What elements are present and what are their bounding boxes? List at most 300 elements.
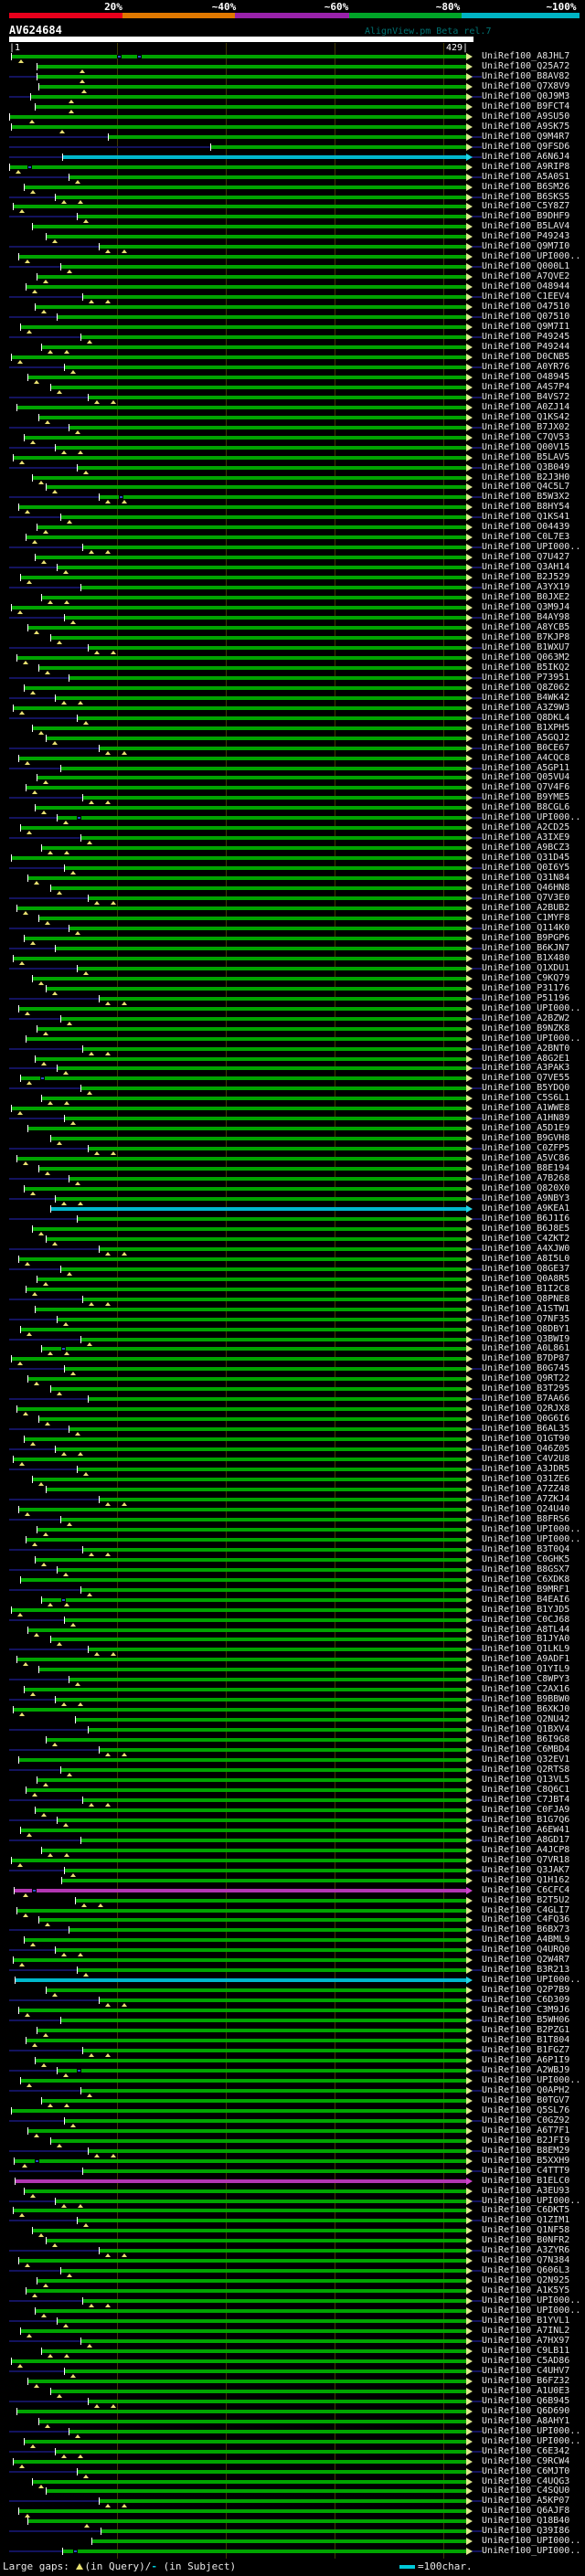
hit-label[interactable]: UniRef100_UPI000.. xyxy=(482,1523,581,1534)
hit-bar[interactable] xyxy=(32,225,466,228)
hit-bar[interactable] xyxy=(32,476,466,480)
hit-label[interactable]: UniRef100_B5W3X2 xyxy=(482,492,570,503)
hit-bar[interactable] xyxy=(80,2089,466,2093)
hit-label[interactable]: UniRef100_B1ELC0 xyxy=(482,2175,570,2186)
hit-bar[interactable] xyxy=(35,105,466,109)
hit-bar[interactable] xyxy=(77,2219,466,2222)
hit-bar[interactable] xyxy=(24,1187,466,1191)
hit-label[interactable]: UniRef100_B2T5U2 xyxy=(482,1894,570,1905)
hit-label[interactable]: UniRef100_C6XDK8 xyxy=(482,1574,570,1585)
hit-label[interactable]: UniRef100_B8GSX7 xyxy=(482,1564,570,1574)
hit-bar[interactable] xyxy=(27,1628,466,1632)
hit-bar[interactable] xyxy=(61,1879,466,1882)
hit-bar[interactable] xyxy=(13,1458,466,1461)
hit-label[interactable]: UniRef100_C0GZ92 xyxy=(482,2115,570,2125)
hit-label[interactable]: UniRef100_Q13VL5 xyxy=(482,1774,570,1785)
hit-label[interactable]: UniRef100_A3ZYR6 xyxy=(482,2245,570,2256)
hit-bar[interactable] xyxy=(41,596,466,599)
hit-label[interactable]: UniRef100_C0L7E3 xyxy=(482,532,570,543)
hit-bar[interactable] xyxy=(11,606,466,610)
hit-bar[interactable] xyxy=(38,1918,466,1922)
hit-bar[interactable] xyxy=(88,396,466,399)
hit-bar[interactable] xyxy=(50,1207,466,1211)
hit-bar[interactable] xyxy=(57,1066,466,1070)
hit-bar[interactable] xyxy=(26,786,466,790)
hit-label[interactable]: UniRef100_Q46Z05 xyxy=(482,1444,570,1455)
hit-label[interactable]: UniRef100_Q4URQ0 xyxy=(482,1945,570,1956)
hit-label[interactable]: UniRef100_A4S7P4 xyxy=(482,381,570,392)
hit-label[interactable]: UniRef100_A3YX19 xyxy=(482,582,570,593)
hit-label[interactable]: UniRef100_Q8DKL4 xyxy=(482,712,570,723)
hit-label[interactable]: UniRef100_A6T7F1 xyxy=(482,2125,570,2136)
hit-label[interactable]: UniRef100_B3T0Q4 xyxy=(482,1543,570,1554)
hit-label[interactable]: UniRef100_Q8Z062 xyxy=(482,682,570,693)
hit-bar[interactable] xyxy=(16,656,466,660)
hit-bar[interactable] xyxy=(99,1498,466,1501)
hit-bar[interactable] xyxy=(69,1928,466,1932)
hit-bar[interactable] xyxy=(13,205,466,208)
hit-label[interactable]: UniRef100_Q8GE37 xyxy=(482,1263,570,1274)
hit-bar[interactable] xyxy=(64,366,466,369)
hit-label[interactable]: UniRef100_Q1YIL9 xyxy=(482,1664,570,1675)
hit-label[interactable]: UniRef100_O47510 xyxy=(482,302,570,313)
hit-bar[interactable] xyxy=(80,1839,466,1842)
hit-bar[interactable] xyxy=(41,1849,466,1852)
hit-label[interactable]: UniRef100_UPI000.. xyxy=(482,2425,581,2436)
hit-label[interactable]: UniRef100_Q8PNE8 xyxy=(482,1293,570,1304)
hit-label[interactable]: UniRef100_Q6D690 xyxy=(482,2405,570,2416)
hit-label[interactable]: UniRef100_Q07510 xyxy=(482,312,570,323)
hit-label[interactable]: UniRef100_Q1NF58 xyxy=(482,2225,570,2236)
hit-bar[interactable] xyxy=(41,2349,466,2353)
hit-bar[interactable] xyxy=(32,2229,466,2232)
hit-label[interactable]: UniRef100_Q31D45 xyxy=(482,853,570,864)
hit-label[interactable]: UniRef100_C8WPY3 xyxy=(482,1674,570,1685)
hit-label[interactable]: UniRef100_C0GHK5 xyxy=(482,1553,570,1564)
hit-label[interactable]: UniRef100_Q7VE55 xyxy=(482,1073,570,1084)
hit-label[interactable]: UniRef100_P49244 xyxy=(482,341,570,352)
hit-label[interactable]: UniRef100_Q1KS41 xyxy=(482,512,570,523)
hit-bar[interactable] xyxy=(46,2489,466,2493)
hit-bar[interactable] xyxy=(37,2029,466,2032)
hit-label[interactable]: UniRef100_C4UQG3 xyxy=(482,2475,570,2486)
hit-bar[interactable] xyxy=(30,95,466,99)
hit-bar[interactable] xyxy=(20,325,466,329)
hit-label[interactable]: UniRef100_C6MJT0 xyxy=(482,2465,570,2476)
hit-bar[interactable] xyxy=(82,2169,466,2173)
hit-bar[interactable] xyxy=(60,1518,466,1521)
hit-bar[interactable] xyxy=(18,1758,466,1762)
hit-label[interactable]: UniRef100_C4ZKT2 xyxy=(482,1233,570,1244)
hit-label[interactable]: UniRef100_Q2N925 xyxy=(482,2275,570,2286)
hit-bar[interactable] xyxy=(46,485,466,489)
hit-label[interactable]: UniRef100_B1I2C8 xyxy=(482,1283,570,1294)
hit-label[interactable]: UniRef100_Q3M9J4 xyxy=(482,602,570,613)
hit-bar[interactable] xyxy=(11,1357,466,1361)
hit-label[interactable]: UniRef100_A6EW41 xyxy=(482,1824,570,1835)
hit-label[interactable]: UniRef100_A7INL2 xyxy=(482,2326,570,2337)
hit-label[interactable]: UniRef100_C6D309 xyxy=(482,1995,570,2006)
hit-label[interactable]: UniRef100_Q3JAK7 xyxy=(482,1864,570,1875)
hit-bar[interactable] xyxy=(60,2019,466,2022)
hit-label[interactable]: UniRef100_Q1ZIM1 xyxy=(482,2215,570,2226)
hit-label[interactable]: UniRef100_A4JCP8 xyxy=(482,1844,570,1855)
hit-bar[interactable] xyxy=(60,515,466,519)
hit-bar[interactable] xyxy=(99,997,466,1001)
hit-label[interactable]: UniRef100_A5A0S1 xyxy=(482,171,570,182)
hit-label[interactable]: UniRef100_Q000L1 xyxy=(482,261,570,272)
hit-label[interactable]: UniRef100_UPI000.. xyxy=(482,2195,581,2206)
hit-label[interactable]: UniRef100_Q606L3 xyxy=(482,2265,570,2276)
hit-label[interactable]: UniRef100_Q00V15 xyxy=(482,441,570,452)
hit-bar[interactable] xyxy=(27,2380,466,2383)
hit-bar[interactable] xyxy=(77,215,466,218)
hit-label[interactable]: UniRef100_A4XJW0 xyxy=(482,1243,570,1254)
hit-label[interactable]: UniRef100_B1XPH5 xyxy=(482,722,570,733)
hit-label[interactable]: UniRef100_B2J529 xyxy=(482,572,570,583)
hit-bar[interactable] xyxy=(35,1808,466,1812)
hit-bar[interactable] xyxy=(55,1948,466,1952)
hit-bar[interactable] xyxy=(37,1528,466,1532)
hit-bar[interactable] xyxy=(80,2339,466,2343)
hit-label[interactable]: UniRef100_A7ZZ48 xyxy=(482,1483,570,1494)
hit-bar[interactable] xyxy=(46,737,466,740)
hit-label[interactable]: UniRef100_B5LAV5 xyxy=(482,451,570,462)
hit-bar[interactable] xyxy=(13,2209,466,2212)
hit-bar[interactable] xyxy=(64,1367,466,1371)
hit-bar[interactable] xyxy=(64,1869,466,1872)
hit-bar[interactable] xyxy=(18,1257,466,1261)
hit-label[interactable]: UniRef100_Q2P7B9 xyxy=(482,1985,570,1996)
hit-bar[interactable] xyxy=(20,1829,466,1832)
hit-label[interactable]: UniRef100_B2PZG1 xyxy=(482,2025,570,2036)
hit-bar[interactable] xyxy=(69,1427,466,1431)
hit-bar[interactable] xyxy=(99,747,466,750)
hit-label[interactable]: UniRef100_B9MRF1 xyxy=(482,1584,570,1595)
hit-label[interactable]: UniRef100_UPI000.. xyxy=(482,2435,581,2446)
hit-bar[interactable] xyxy=(24,937,466,940)
hit-label[interactable]: UniRef100_Q063M2 xyxy=(482,652,570,663)
hit-label[interactable]: UniRef100_B8AV82 xyxy=(482,70,570,81)
hit-bar[interactable] xyxy=(75,1718,466,1722)
hit-bar[interactable] xyxy=(55,2200,466,2203)
hit-bar[interactable] xyxy=(88,1147,466,1150)
hit-bar[interactable] xyxy=(60,1017,466,1021)
hit-label[interactable]: UniRef100_B6SM26 xyxy=(482,181,570,192)
hit-label[interactable]: UniRef100_Q7NF35 xyxy=(482,1313,570,1324)
hit-label[interactable]: UniRef100_B0NFR2 xyxy=(482,2235,570,2246)
hit-bar[interactable] xyxy=(35,1057,466,1061)
hit-label[interactable]: UniRef100_B5YDQ0 xyxy=(482,1083,570,1094)
hit-bar[interactable] xyxy=(35,1558,466,1562)
hit-bar[interactable] xyxy=(26,1037,466,1041)
hit-bar[interactable] xyxy=(11,856,466,860)
hit-label[interactable]: UniRef100_B7AA66 xyxy=(482,1394,570,1405)
hit-bar[interactable] xyxy=(99,1247,466,1251)
hit-label[interactable]: UniRef100_A0YR76 xyxy=(482,361,570,372)
hit-bar[interactable] xyxy=(82,295,466,299)
hit-bar[interactable] xyxy=(16,1658,466,1661)
hit-label[interactable]: UniRef100_Q0J9M3 xyxy=(482,90,570,101)
hit-label[interactable]: UniRef100_Q2RTS8 xyxy=(482,1765,570,1775)
hit-label[interactable]: UniRef100_A8TL44 xyxy=(482,1624,570,1635)
hit-label[interactable]: UniRef100_Q0A8R5 xyxy=(482,1273,570,1284)
hit-bar[interactable] xyxy=(69,426,466,429)
hit-bar[interactable] xyxy=(27,1377,466,1381)
hit-label[interactable]: UniRef100_A7QVE2 xyxy=(482,271,570,282)
hit-bar[interactable] xyxy=(80,1338,466,1341)
hit-label[interactable]: UniRef100_B1G7Q6 xyxy=(482,1814,570,1825)
hit-label[interactable]: UniRef100_UPI000.. xyxy=(482,2306,581,2316)
hit-label[interactable]: UniRef100_C6DKT5 xyxy=(482,2205,570,2216)
hit-bar[interactable] xyxy=(20,1578,466,1582)
hit-bar[interactable] xyxy=(46,235,466,239)
hit-label[interactable]: UniRef100_B8HY54 xyxy=(482,502,570,513)
hit-label[interactable]: UniRef100_Q7N384 xyxy=(482,2255,570,2266)
hit-label[interactable]: UniRef100_A6P1I9 xyxy=(482,2055,570,2065)
hit-label[interactable]: UniRef100_A4BML9 xyxy=(482,1935,570,1945)
hit-label[interactable]: UniRef100_D0CNB5 xyxy=(482,351,570,362)
hit-label[interactable]: UniRef100_C7QV53 xyxy=(482,431,570,442)
hit-bar[interactable] xyxy=(37,776,466,779)
hit-label[interactable]: UniRef100_Q18B40 xyxy=(482,2516,570,2527)
hit-bar[interactable] xyxy=(80,586,466,589)
hit-label[interactable]: UniRef100_C5AD86 xyxy=(482,2355,570,2366)
hit-bar[interactable] xyxy=(37,1277,466,1281)
hit-bar[interactable] xyxy=(50,2390,466,2393)
hit-bar[interactable] xyxy=(20,1076,466,1080)
hit-bar[interactable] xyxy=(18,1508,466,1511)
hit-bar[interactable] xyxy=(60,1768,466,1772)
hit-label[interactable]: UniRef100_B9BBW0 xyxy=(482,1694,570,1705)
hit-bar[interactable] xyxy=(9,165,466,169)
hit-bar[interactable] xyxy=(41,345,466,349)
hit-label[interactable]: UniRef100_Q2RJX8 xyxy=(482,1404,570,1415)
hit-bar[interactable] xyxy=(69,175,466,179)
hit-bar[interactable] xyxy=(88,1397,466,1401)
hit-bar[interactable] xyxy=(38,1167,466,1171)
hit-bar[interactable] xyxy=(26,535,466,539)
hit-bar[interactable] xyxy=(35,806,466,810)
hit-bar[interactable] xyxy=(77,716,466,720)
hit-bar[interactable] xyxy=(38,1417,466,1421)
hit-label[interactable]: UniRef100_B4VS72 xyxy=(482,391,570,402)
hit-label[interactable]: UniRef100_B6I9G8 xyxy=(482,1734,570,1745)
hit-label[interactable]: UniRef100_B4WK42 xyxy=(482,692,570,703)
hit-bar[interactable] xyxy=(69,1678,466,1681)
hit-bar[interactable] xyxy=(24,1437,466,1441)
hit-bar[interactable] xyxy=(77,1217,466,1221)
hit-bar[interactable] xyxy=(32,977,466,981)
hit-label[interactable]: UniRef100_A9BCZ3 xyxy=(482,843,570,853)
hit-bar[interactable] xyxy=(46,987,466,991)
hit-label[interactable]: UniRef100_B6BX73 xyxy=(482,1924,570,1935)
hit-label[interactable]: UniRef100_B4EAI6 xyxy=(482,1594,570,1605)
hit-label[interactable]: UniRef100_Q1BXV4 xyxy=(482,1724,570,1735)
hit-label[interactable]: UniRef100_Q46HN8 xyxy=(482,883,570,894)
hit-bar[interactable] xyxy=(41,1097,466,1100)
hit-bar[interactable] xyxy=(88,646,466,650)
hit-label[interactable]: UniRef100_B1FGZ7 xyxy=(482,2045,570,2056)
hit-label[interactable]: UniRef100_A7B268 xyxy=(482,1173,570,1184)
hit-label[interactable]: UniRef100_A3IXE9 xyxy=(482,832,570,843)
hit-label[interactable]: UniRef100_A1STW1 xyxy=(482,1303,570,1314)
hit-label[interactable]: UniRef100_A8YCB5 xyxy=(482,622,570,632)
hit-label[interactable]: UniRef100_A9RIP8 xyxy=(482,161,570,172)
hit-bar[interactable] xyxy=(50,636,466,640)
hit-bar[interactable] xyxy=(55,2450,466,2454)
hit-label[interactable]: UniRef100_Q3AH14 xyxy=(482,562,570,573)
hit-bar[interactable] xyxy=(46,1237,466,1241)
hit-label[interactable]: UniRef100_B9YME5 xyxy=(482,792,570,803)
hit-bar[interactable] xyxy=(24,186,466,189)
hit-label[interactable]: UniRef100_B0TGV7 xyxy=(482,2094,570,2105)
hit-label[interactable]: UniRef100_C4FQ36 xyxy=(482,1914,570,1925)
hit-bar[interactable] xyxy=(20,576,466,579)
hit-label[interactable]: UniRef100_Q0G6I6 xyxy=(482,1414,570,1425)
hit-bar[interactable] xyxy=(62,155,466,159)
hit-label[interactable]: UniRef100_P73951 xyxy=(482,672,570,683)
hit-label[interactable]: UniRef100_C5Y8Z7 xyxy=(482,201,570,212)
hit-bar[interactable] xyxy=(77,967,466,970)
hit-bar[interactable] xyxy=(13,1708,466,1712)
hit-bar[interactable] xyxy=(50,1387,466,1391)
hit-bar[interactable] xyxy=(26,285,466,289)
hit-label[interactable]: UniRef100_A9ADF1 xyxy=(482,1654,570,1665)
hit-bar[interactable] xyxy=(50,386,466,389)
hit-label[interactable]: UniRef100_Q24U40 xyxy=(482,1503,570,1514)
hit-bar[interactable] xyxy=(64,616,466,620)
hit-label[interactable]: UniRef100_C4SQU0 xyxy=(482,2486,570,2496)
hit-bar[interactable] xyxy=(80,1588,466,1592)
hit-bar[interactable] xyxy=(32,1227,466,1231)
hit-bar[interactable] xyxy=(35,1308,466,1311)
hit-label[interactable]: UniRef100_C6E342 xyxy=(482,2445,570,2456)
hit-label[interactable]: UniRef100_B5LAV4 xyxy=(482,221,570,232)
hit-bar[interactable] xyxy=(13,957,466,960)
hit-label[interactable]: UniRef100_C0CJ68 xyxy=(482,1614,570,1625)
hit-label[interactable]: UniRef100_B6AL35 xyxy=(482,1424,570,1435)
hit-label[interactable]: UniRef100_A8I5L0 xyxy=(482,1253,570,1264)
hit-bar[interactable] xyxy=(64,1117,466,1120)
hit-bar[interactable] xyxy=(55,196,466,199)
hit-bar[interactable] xyxy=(16,1909,466,1913)
hit-label[interactable]: UniRef100_B5WH06 xyxy=(482,2015,570,2026)
hit-bar[interactable] xyxy=(60,265,466,269)
hit-bar[interactable] xyxy=(55,1698,466,1701)
hit-label[interactable]: UniRef100_C4UHV7 xyxy=(482,2365,570,2376)
hit-label[interactable]: UniRef100_C9RCW4 xyxy=(482,2455,570,2466)
hit-label[interactable]: UniRef100_A9NBY3 xyxy=(482,1193,570,1203)
hit-label[interactable]: UniRef100_Q9RT22 xyxy=(482,1373,570,1384)
hit-bar[interactable] xyxy=(57,2069,466,2072)
hit-label[interactable]: UniRef100_C3M9J6 xyxy=(482,2005,570,2016)
hit-label[interactable]: UniRef100_B4AY98 xyxy=(482,612,570,623)
hit-bar[interactable] xyxy=(50,2139,466,2143)
hit-label[interactable]: UniRef100_B6XKJ0 xyxy=(482,1704,570,1715)
hit-bar[interactable] xyxy=(69,676,466,680)
hit-label[interactable]: UniRef100_B2JFI9 xyxy=(482,2135,570,2146)
hit-label[interactable]: UniRef100_B9DHF9 xyxy=(482,211,570,222)
hit-label[interactable]: UniRef100_A2BUB2 xyxy=(482,903,570,914)
hit-label[interactable]: UniRef100_UPI000.. xyxy=(482,251,581,262)
hit-label[interactable]: UniRef100_A2BNT0 xyxy=(482,1043,570,1054)
hit-label[interactable]: UniRef100_A1K5Y5 xyxy=(482,2285,570,2296)
hit-label[interactable]: UniRef100_C1MYF8 xyxy=(482,912,570,923)
hit-bar[interactable] xyxy=(18,1007,466,1011)
hit-label[interactable]: UniRef100_B9NZK8 xyxy=(482,1023,570,1034)
hit-bar[interactable] xyxy=(62,2549,466,2553)
hit-label[interactable]: UniRef100_Q4C5L7 xyxy=(482,482,570,493)
hit-label[interactable]: UniRef100_B6J8E5 xyxy=(482,1223,570,1234)
hit-label[interactable]: UniRef100_A7HX97 xyxy=(482,2336,570,2347)
hit-bar[interactable] xyxy=(57,816,466,820)
hit-label[interactable]: UniRef100_B1JYA0 xyxy=(482,1634,570,1645)
hit-label[interactable]: UniRef100_Q7VR18 xyxy=(482,1854,570,1865)
hit-bar[interactable] xyxy=(77,466,466,470)
hit-bar[interactable] xyxy=(16,906,466,910)
hit-bar[interactable] xyxy=(101,2529,466,2533)
hit-bar[interactable] xyxy=(60,2269,466,2273)
hit-bar[interactable] xyxy=(13,2460,466,2464)
hit-label[interactable]: UniRef100_A3JDR5 xyxy=(482,1464,570,1475)
hit-label[interactable]: UniRef100_A8AHY1 xyxy=(482,2415,570,2426)
hit-bar[interactable] xyxy=(57,1318,466,1321)
hit-label[interactable]: UniRef100_Q31ZE6 xyxy=(482,1474,570,1485)
hit-bar[interactable] xyxy=(57,315,466,319)
hit-bar[interactable] xyxy=(15,2179,466,2183)
hit-label[interactable]: UniRef100_B9GVH8 xyxy=(482,1133,570,1144)
hit-label[interactable]: UniRef100_Q820X0 xyxy=(482,1183,570,1194)
hit-bar[interactable] xyxy=(37,1778,466,1782)
hit-bar[interactable] xyxy=(11,125,466,129)
hit-label[interactable]: UniRef100_UPI000.. xyxy=(482,542,581,553)
hit-label[interactable]: UniRef100_A8G2E1 xyxy=(482,1053,570,1064)
hit-label[interactable]: UniRef100_A8JHL7 xyxy=(482,51,570,61)
hit-label[interactable]: UniRef100_A9SU50 xyxy=(482,111,570,122)
hit-label[interactable]: UniRef100_O04439 xyxy=(482,522,570,533)
hit-label[interactable]: UniRef100_C8Q6C1 xyxy=(482,1784,570,1795)
hit-label[interactable]: UniRef100_B0CE67 xyxy=(482,742,570,753)
hit-bar[interactable] xyxy=(91,2539,466,2543)
hit-label[interactable]: UniRef100_Q1LKL9 xyxy=(482,1644,570,1655)
hit-bar[interactable] xyxy=(13,1958,466,1962)
hit-label[interactable]: UniRef100_C9KQ79 xyxy=(482,972,570,983)
hit-bar[interactable] xyxy=(77,1468,466,1471)
hit-label[interactable]: UniRef100_Q1XDU1 xyxy=(482,962,570,973)
hit-bar[interactable] xyxy=(24,1938,466,1942)
hit-label[interactable]: UniRef100_Q9M7I0 xyxy=(482,241,570,252)
hit-bar[interactable] xyxy=(11,1608,466,1612)
hit-bar[interactable] xyxy=(18,505,466,509)
hit-label[interactable]: UniRef100_A4CQC8 xyxy=(482,752,570,763)
hit-bar[interactable] xyxy=(50,1638,466,1641)
hit-bar[interactable] xyxy=(24,1688,466,1691)
hit-bar[interactable] xyxy=(99,1998,466,2002)
hit-label[interactable]: UniRef100_UPI000.. xyxy=(482,812,581,823)
hit-label[interactable]: UniRef100_A2CD25 xyxy=(482,822,570,833)
hit-bar[interactable] xyxy=(88,2400,466,2403)
hit-label[interactable]: UniRef100_A0ZJ14 xyxy=(482,401,570,412)
hit-label[interactable]: UniRef100_A2BZW2 xyxy=(482,1012,570,1023)
hit-bar[interactable] xyxy=(18,757,466,760)
hit-bar[interactable] xyxy=(50,1137,466,1140)
hit-label[interactable]: UniRef100_C1EEV4 xyxy=(482,292,570,302)
hit-bar[interactable] xyxy=(37,525,466,529)
hit-label[interactable]: UniRef100_B2J3H0 xyxy=(482,472,570,482)
hit-label[interactable]: UniRef100_A5GP11 xyxy=(482,762,570,773)
hit-bar[interactable] xyxy=(82,1798,466,1802)
